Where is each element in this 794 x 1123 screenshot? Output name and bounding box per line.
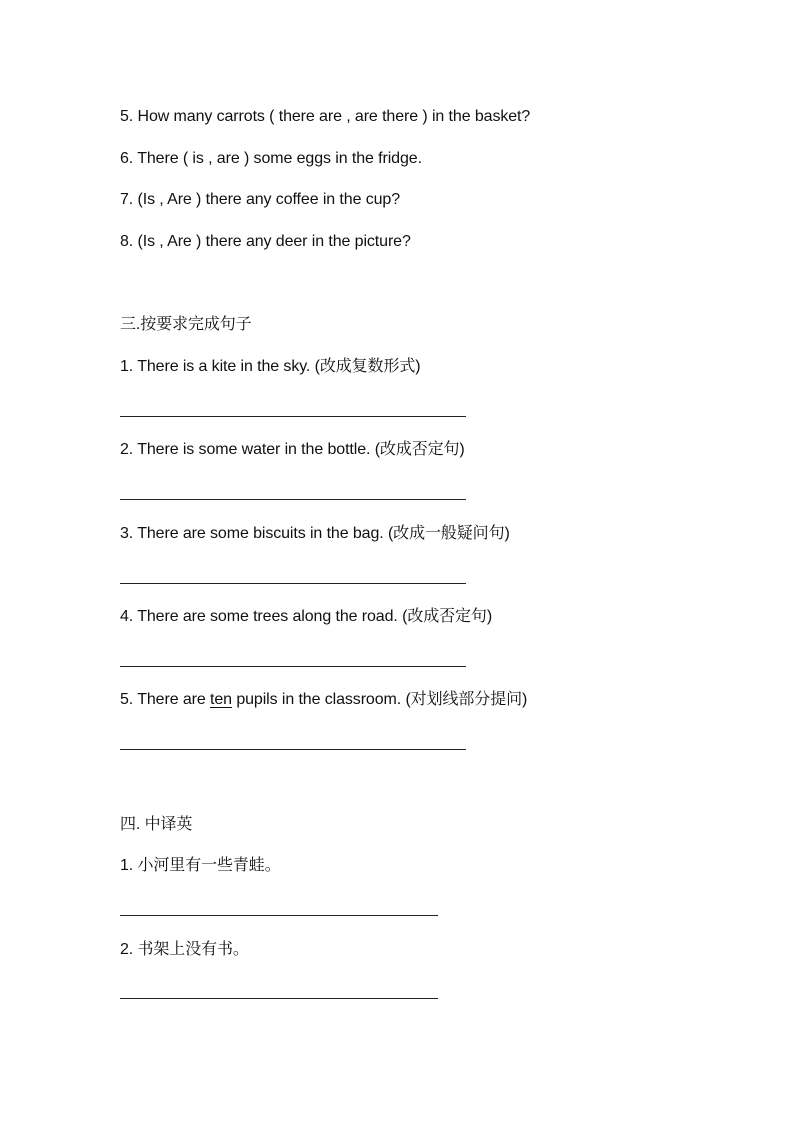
section-3-heading: 三.按要求完成句子 — [120, 316, 252, 333]
s3-question-2: 2. There is some water in the bottle. (改成否定句) — [120, 441, 465, 458]
s4-question-2: 2. 书架上没有书。 — [120, 941, 249, 958]
answer-line-s3-1[interactable] — [120, 416, 466, 417]
s3-q5-prefix: 5. There are — [120, 691, 211, 708]
s4-question-1: 1. 小河里有一些青蛙。 — [120, 857, 281, 874]
s3-q5-underlined-word: ten — [210, 691, 232, 708]
s3-question-4: 4. There are some trees along the road. (改成否定句) — [120, 608, 493, 625]
s3-question-1: 1. There is a kite in the sky. (改成复数形式) — [120, 358, 421, 375]
answer-line-s4-2[interactable] — [120, 998, 438, 999]
s3-q5-suffix: pupils in the classroom. (对划线部分提问) — [231, 691, 528, 708]
question-7: 7. (Is , Are ) there any coffee in the cup? — [120, 191, 401, 208]
answer-line-s3-4[interactable] — [120, 666, 466, 667]
s3-question-5 — [120, 690, 527, 710]
question-6: 6. There ( is , are ) some eggs in the fridge. — [120, 150, 422, 167]
answer-line-s4-1[interactable] — [120, 915, 438, 916]
answer-line-s3-2[interactable] — [120, 499, 466, 500]
question-8: 8. (Is , Are ) there any deer in the picture? — [120, 233, 411, 250]
answer-line-s3-5[interactable] — [120, 749, 466, 750]
section-4-heading: 四. 中译英 — [120, 816, 193, 833]
s3-question-3: 3. There are some biscuits in the bag. (改成一般疑问句) — [120, 525, 510, 542]
question-5: 5. How many carrots ( there are , are there ) in the basket? — [120, 108, 531, 125]
answer-line-s3-3[interactable] — [120, 583, 466, 584]
